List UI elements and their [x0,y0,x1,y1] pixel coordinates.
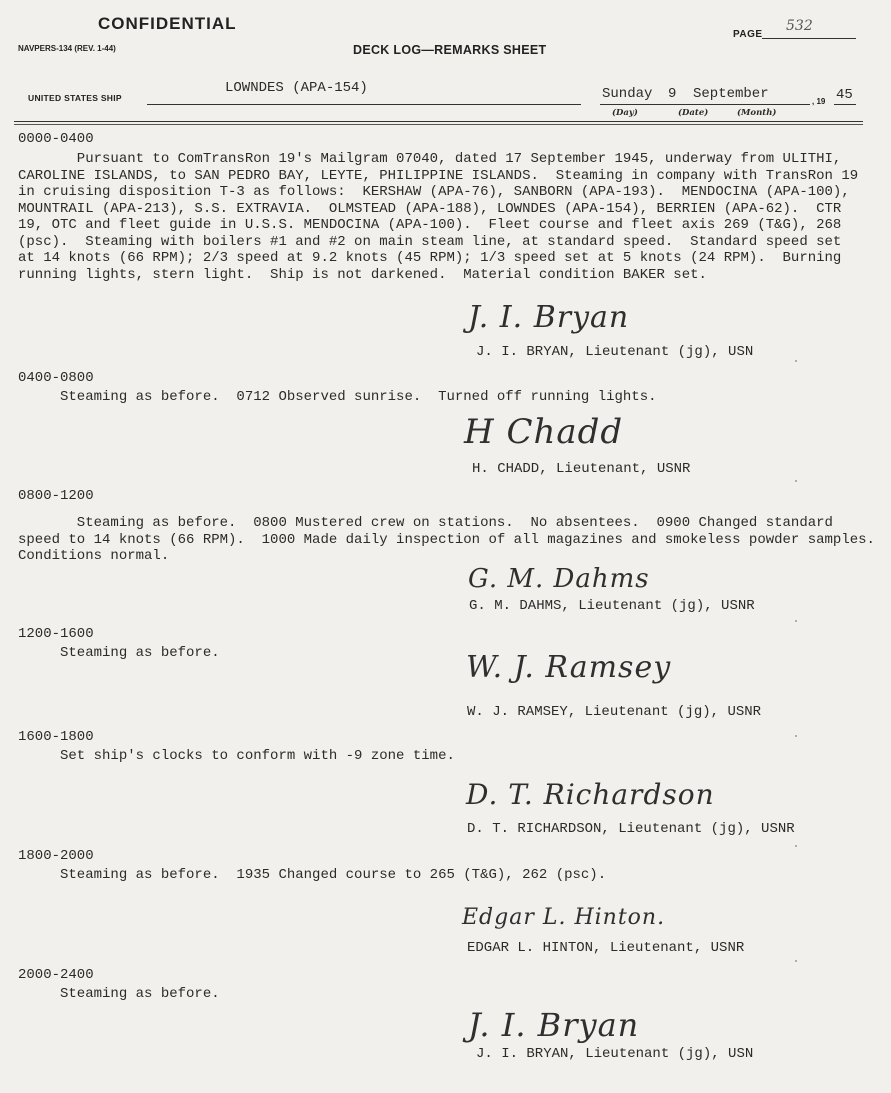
remark-line: Steaming as before. [18,986,220,1002]
ship-name-line [147,104,581,105]
margin-dot [795,480,797,482]
watch-remarks [18,389,878,406]
remark-line: MOUNTRAIL (APA-213), S.S. EXTRAVIA. OLMSTEAD (APA-188), LOWNDES (APA-154), BERRIEN (APA-62). CTR [18,200,842,217]
remark-line: (psc). Steaming with boilers #1 and #2 on main steam line, at standard speed. Standard speed set [18,233,842,250]
handwritten-signature: H Chadd [464,412,624,452]
typed-signature: EDGAR L. HINTON, Lieutenant, USNR [467,940,745,956]
remark-line: Set ship's clocks to conform with -9 zone time. [18,748,455,764]
page-number: 532 [786,18,813,34]
typed-signature: W. J. RAMSEY, Lieutenant (jg), USNR [467,704,762,720]
watch-remarks [18,515,878,565]
year-value: 45 [836,87,853,103]
remark-line: Steaming as before. [18,645,220,661]
form-number: NAVPERS-134 (REV. 1-44) [18,44,116,53]
month-caption: (Month) [737,108,777,118]
typed-signature: J. I. BRYAN, Lieutenant (jg), USN [476,1046,754,1062]
sheet-title: DECK LOG—REMARKS SHEET [353,43,547,57]
margin-dot [795,620,797,622]
margin-dot [795,360,797,362]
remark-line: 19, OTC and fleet guide in U.S.S. MENDOCINA (APA-100). Fleet course and fleet axis 269 (T&G), 268 [18,217,842,233]
page-label: PAGE [733,29,763,40]
handwritten-signature: J. I. Bryan [468,1006,640,1044]
watch-label: 1600-1800 [18,729,94,745]
ship-label: UNITED STATES SHIP [28,93,122,103]
watch-remarks [18,867,878,884]
watch-label: 1800-2000 [18,848,94,864]
date-line [600,104,810,105]
year-line [834,104,856,105]
margin-dot [795,735,797,737]
watch-remarks [18,151,878,283]
year-prefix: , 19 [812,97,826,106]
margin-dot [795,845,797,847]
handwritten-signature: D. T. Richardson [466,778,715,811]
remark-line: in cruising disposition T-3 as follows: KERSHAW (APA-76), SANBORN (APA-193). MENDOCINA (APA-100), [18,184,850,200]
remark-line: at 14 knots (66 RPM); 2/3 speed at 9.2 knots (45 RPM); 1/3 speed set at 5 knots (24 RPM). Burning [18,250,842,266]
remark-line: Steaming as before. 0800 Mustered crew on stations. No absentees. 0900 Changed standard [18,515,833,531]
typed-signature: J. I. BRYAN, Lieutenant (jg), USN [476,344,754,360]
remark-line: Pursuant to ComTransRon 19's Mailgram 07040, dated 17 September 1945, underway from ULITHI, [18,151,842,167]
page-number-line [762,38,856,39]
remark-line: CAROLINE ISLANDS, to SAN PEDRO BAY, LEYTE, PHILIPPINE ISLANDS. Steaming in company with TransRon 19 [18,167,859,184]
remark-line: Steaming as before. 0712 Observed sunrise. Turned off running lights. [18,389,657,405]
header-rule-secondary [14,124,863,125]
month-value: September [693,86,769,102]
day-caption: (Day) [612,108,638,118]
classification-header: CONFIDENTIAL [98,14,237,33]
remark-line: running lights, stern light. Ship is not darkened. Material condition BAKER set. [18,266,707,283]
remark-line: Conditions normal. [18,548,170,564]
typed-signature: H. CHADD, Lieutenant, USNR [472,461,691,477]
watch-remarks [18,986,878,1003]
ship-name: LOWNDES (APA-154) [225,80,368,96]
date-caption: (Date) [678,108,709,118]
handwritten-signature: G. M. Dahms [468,564,650,594]
remark-line: speed to 14 knots (66 RPM). 1000 Made daily inspection of all magazines and smokeless powder samples. [18,531,875,548]
watch-remarks [18,645,878,662]
watch-label: 0800-1200 [18,488,94,504]
typed-signature: G. M. DAHMS, Lieutenant (jg), USNR [469,598,755,614]
watch-label: 1200-1600 [18,626,94,642]
watch-label: 0400-0800 [18,370,94,386]
header-rule [14,121,863,122]
typed-signature: D. T. RICHARDSON, Lieutenant (jg), USNR [467,821,795,837]
watch-label: 0000-0400 [18,131,94,147]
remark-line: Steaming as before. 1935 Changed course to 265 (T&G), 262 (psc). [18,867,607,883]
handwritten-signature: Edgar L. Hinton. [462,905,666,930]
margin-dot [795,960,797,962]
handwritten-signature: W. J. Ramsey [466,650,672,685]
day-value: Sunday [602,86,653,102]
date-value: 9 [668,86,677,102]
handwritten-signature: J. I. Bryan [468,300,630,335]
watch-remarks [18,748,878,765]
watch-label: 2000-2400 [18,967,94,983]
